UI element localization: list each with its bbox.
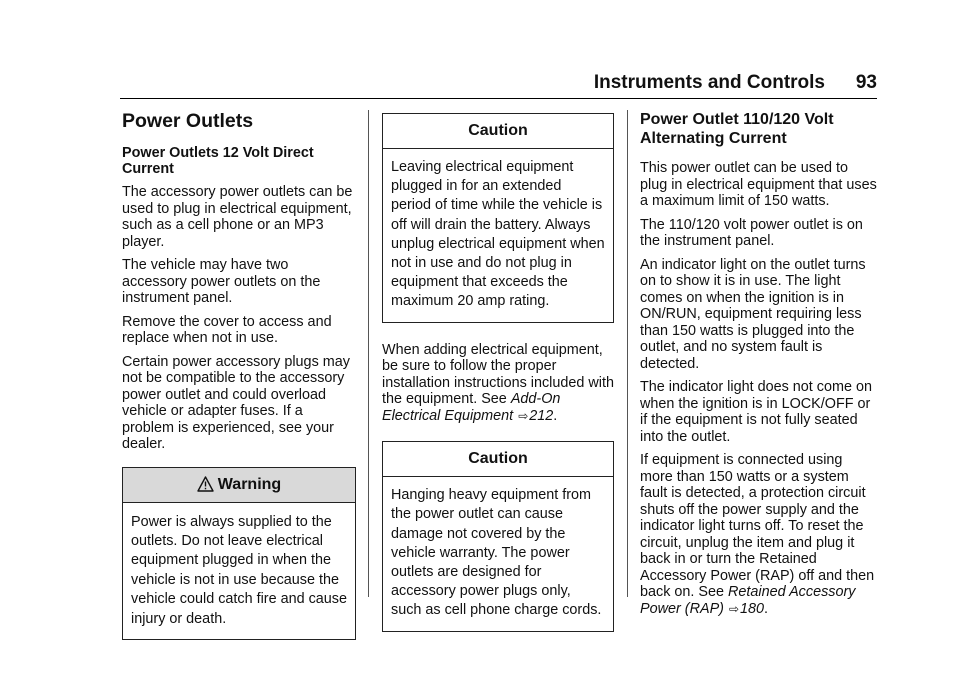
column-3 [640, 110, 877, 624]
sentence-end: . [553, 407, 558, 424]
subheading-110v: Power Outlet 110/120 Volt Alternating Current [640, 111, 834, 147]
cross-reference-page: 180 [740, 600, 765, 617]
warning-header [123, 468, 355, 503]
cross-reference-link[interactable]: Retained Accessory Power (RAP) [640, 584, 856, 617]
column-divider-left [368, 110, 369, 597]
caution-text: Leaving electrical equipment plugged in for an extended period of time while the vehicle is off will drain the battery. Always unplug electrical equipment when not in use and do not plug in equipment that exceeds the maximum 20 amp rating. [391, 159, 605, 310]
paragraph: The vehicle may have two accessory power outlets on the instrument panel. [122, 257, 321, 306]
paragraph-add-on [382, 342, 614, 425]
paragraph-text: If equipment is connected using more than 150 watts or a system fault is detected, a protection circuit shuts off the power supply and the indicator light turns off. To reset the circuit, unplug the item and plug it back in or turn the Retained Accessory Power (RAP) off and then back on. See [640, 452, 875, 600]
paragraph: The indicator light does not come on when the ignition is in LOCK/OFF or if the equipment is not fully seated into the outlet. [640, 379, 872, 445]
paragraph: Remove the cover to access and replace when not in use. [122, 313, 332, 346]
page-header [120, 72, 877, 98]
section-title: Instruments and Controls [593, 72, 825, 93]
warning-box [122, 467, 356, 640]
page-reference-arrow-icon: ⇨ [728, 601, 740, 616]
page-title: Power Outlets [122, 110, 254, 132]
paragraph-text: When adding electrical equipment, be sure to follow the proper installation instructions included with the equipment. See [382, 341, 614, 408]
header-rule [120, 98, 877, 99]
cross-reference-page: 212 [529, 407, 554, 424]
paragraph-reset [640, 452, 877, 617]
page-number: 93 [855, 72, 877, 93]
cross-reference-link[interactable]: Add-On Electrical Equipment [382, 391, 561, 424]
caution-text: Hanging heavy equipment from the power outlet can cause damage not covered by the vehicle warranty. The power outlets are designed for accessory power plugs only, such as cell phone charge cords. [391, 487, 602, 619]
paragraph: This power outlet can be used to plug in electrical equipment that uses a maximum limit of 150 watts. [640, 160, 877, 209]
page-reference-arrow-icon: ⇨ [518, 408, 529, 423]
paragraph: An indicator light on the outlet turns on to show it is in use. The light comes on when the ignition is in ON/RUN, equipment requiring less than 150 watts is plugged into the outlet, and no system fault is detected. [640, 256, 866, 372]
column-1 [122, 110, 356, 640]
warning-triangle-icon [197, 471, 214, 505]
paragraph: Certain power accessory plugs may not be compatible to the accessory power outlet and could overload vehicle or adapter fuses. If a problem is experienced, see your dealer. [122, 353, 350, 452]
caution-header: Caution [383, 114, 613, 149]
paragraph: The accessory power outlets can be used to plug in electrical equipment, such as a cell phone or an MP3 player. [122, 184, 353, 250]
caution-box-heavy-equipment [382, 441, 614, 631]
warning-text: Power is always supplied to the outlets. Do not leave electrical equipment plugged in when the vehicle is not in use because the vehicle could catch fire and cause injury or death. [131, 513, 347, 627]
column-divider-right [627, 110, 628, 597]
caution-header: Caution [383, 442, 613, 477]
paragraph: The 110/120 volt power outlet is on the instrument panel. [640, 216, 863, 249]
sentence-end: . [764, 600, 769, 617]
caution-box-battery [382, 113, 614, 323]
subheading-12v: Power Outlets 12 Volt Direct Current [122, 145, 314, 177]
warning-title: Warning [217, 475, 282, 493]
column-2 [382, 113, 614, 632]
